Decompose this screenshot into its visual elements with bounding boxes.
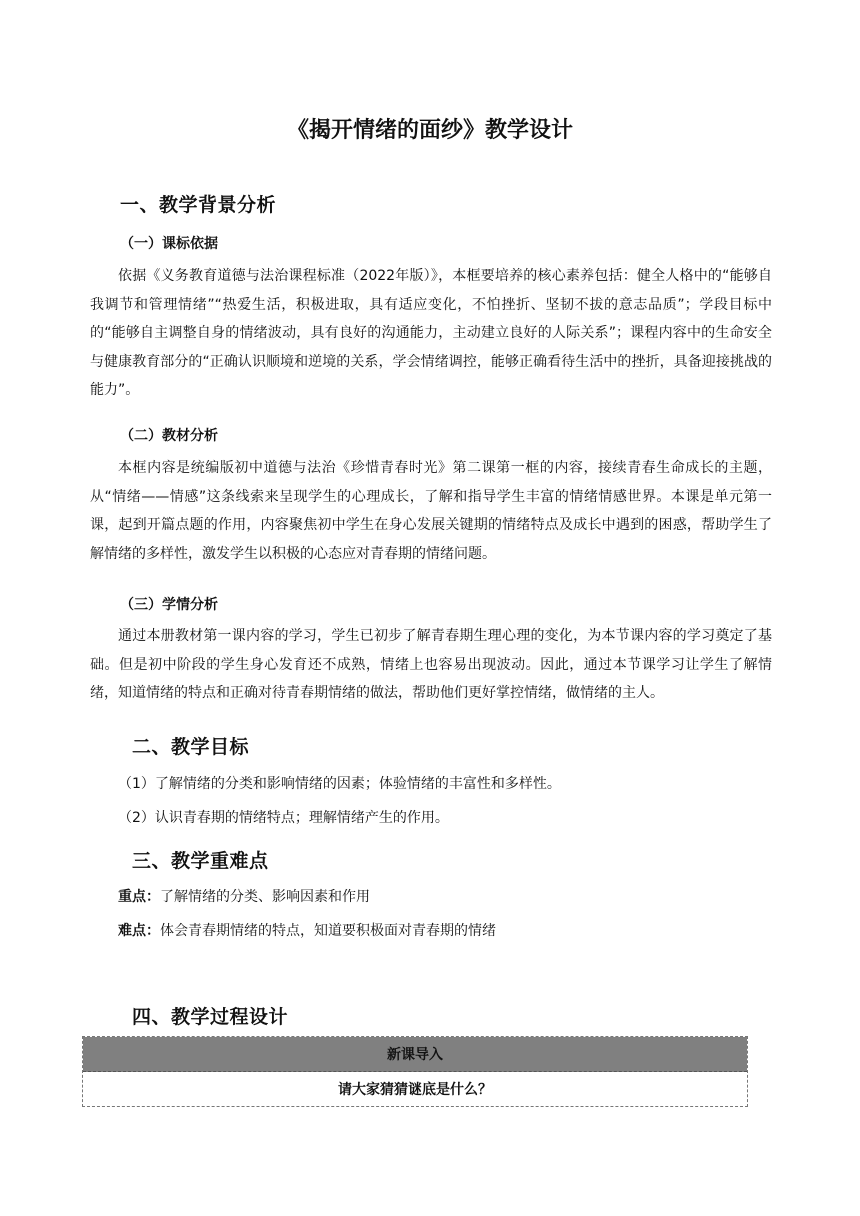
section-heading-objectives: 二、教学目标 [132,736,250,758]
paragraph-textbook-analysis: 本框内容是统编版初中道德与法治《珍惜青春时光》第二课第一框的内容，接续青春生命成长的主题，从“情绪——情感”这条线索来呈现学生的心理成长，了解和指导学生丰富的情绪情感世界。本课是单元第一课，起到开篇点题的作用，内容聚焦初中学生在身心发展关键期的情绪特点及成长中遇到的困惑，帮助学生了解情绪的多样性，激发学生以积极的心态应对青春期的情绪问题。 [90,460,772,562]
difficult-point-label: 难点： [118,923,160,939]
section-heading-background: 一、教学背景分析 [120,194,277,216]
paragraph-curriculum-basis: 依据《义务教育道德与法治课程标准（2022年版）》，本框要培养的核心素养包括：健全人格中的“能够自我调节和管理情绪”“热爱生活，积极进取，具有适应变化，不怕挫折、坚韧不拔的意志品质”；学段目标中的“能够自主调整自身的情绪波动，具有良好的沟通能力，主动建立良好的人际关系”；课程内容中的生命安全与健康教育部分的“正确认识顺境和逆境的关系，学会情绪调控，能够正确看待生活中的挫折，具备迎接挑战的能力”。 [90,268,772,398]
subheading-curriculum-basis: （一）课标依据 [120,236,218,252]
paragraph-student-analysis: 通过本册教材第一课内容的学习，学生已初步了解青春期生理心理的变化，为本节课内容的学习奠定了基础。但是初中阶段的学生身心发育还不成熟，情绪上也容易出现波动。因此，通过本节课学习让学生了解情绪，知道情绪的特点和正确对待青春期情绪的做法，帮助他们更好掌控情绪，做情绪的主人。 [90,628,772,701]
section-heading-key-points: 三、教学重难点 [132,850,269,872]
process-table [82,1036,748,1107]
difficult-point-line [118,920,496,940]
subheading-student-analysis: （三）学情分析 [120,597,218,613]
table-row [83,1072,747,1106]
objective-item-1: （1）了解情绪的分类和影响情绪的因素；体验情绪的丰富性和多样性。 [118,776,561,792]
objective-item-2: （2）认识青春期的情绪特点；理解情绪产生的作用。 [118,810,449,826]
subheading-textbook-analysis: （二）教材分析 [120,428,218,444]
table-header-row [83,1037,747,1072]
key-point-line [118,886,370,906]
table-header-cell: 新课导入 [387,1047,443,1063]
table-cell: 请大家猜猜谜底是什么？ [338,1082,492,1098]
document-title: 《揭开情绪的面纱》教学设计 [286,118,573,143]
key-point-text: 了解情绪的分类、影响因素和作用 [160,889,370,905]
section-heading-process: 四、教学过程设计 [132,1006,289,1028]
difficult-point-text: 体会青春期情绪的特点，知道要积极面对青春期的情绪 [160,923,496,939]
key-point-label: 重点： [118,889,160,905]
